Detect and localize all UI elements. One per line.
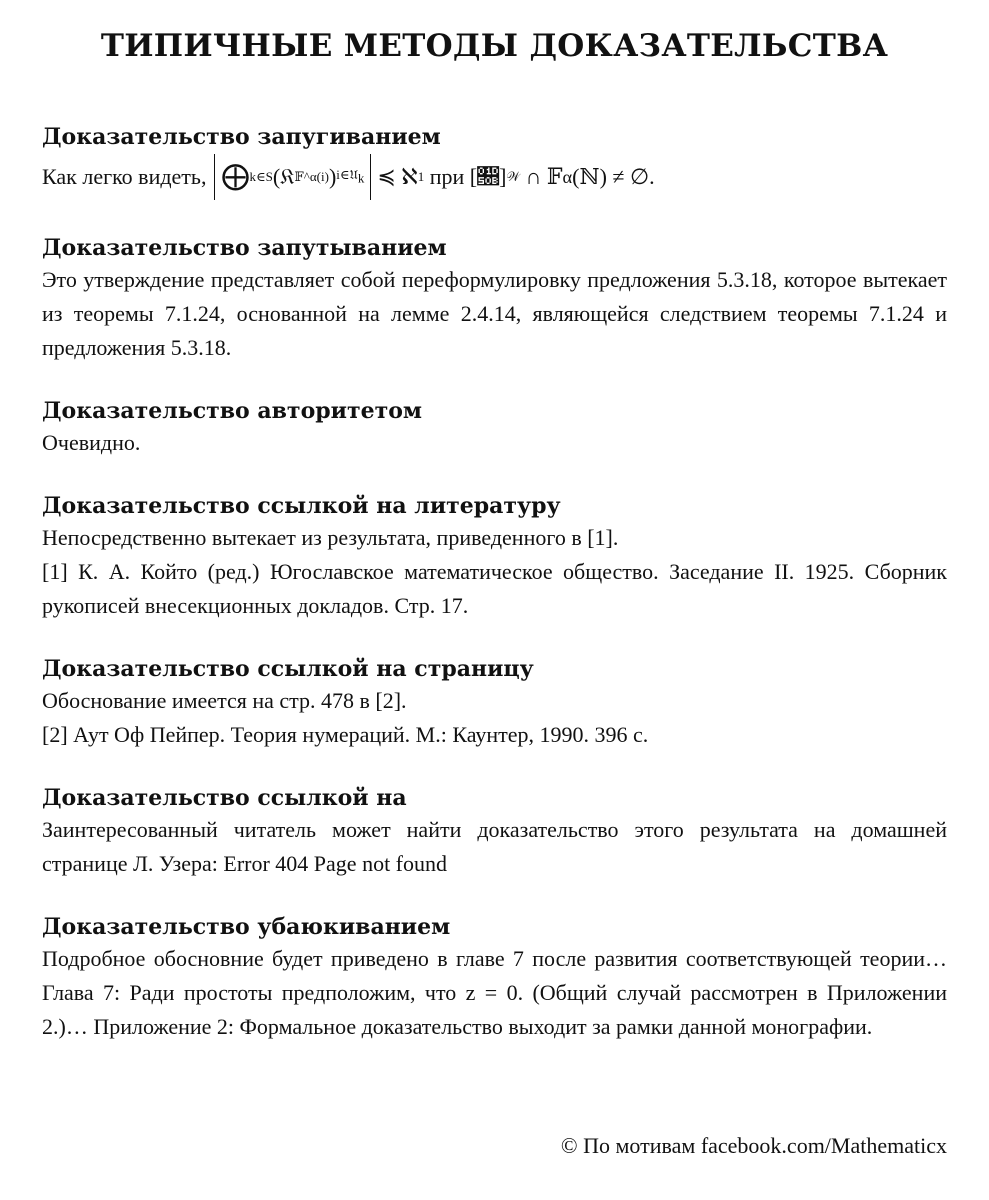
section-authority xyxy=(42,396,947,460)
formula-inner-index: i∈𝔘 xyxy=(336,167,358,183)
formula-condition-index: 𝒲 xyxy=(506,169,521,184)
section-heading: Доказательство ссылкой на страницу xyxy=(42,656,534,682)
formula-intro-text: Как легко видеть, xyxy=(42,164,207,189)
formula-intersection: ∩ 𝔽 xyxy=(525,164,563,189)
section-heading: Доказательство запутыванием xyxy=(42,235,447,261)
section-heading: Доказательство авторитетом xyxy=(42,398,422,424)
formula-end: (ℕ) ≠ ∅. xyxy=(572,164,655,189)
formula-exponent: 𝔽^α(i) xyxy=(294,169,329,184)
section-paragraph: Непосредственно вытекает из результата, приведенного в [1]. xyxy=(42,525,619,550)
section-page-reference xyxy=(42,654,947,752)
formula-norm xyxy=(214,154,371,200)
section-heading: Доказательство ссылкой на xyxy=(42,785,407,811)
formula-base: (𝔎 xyxy=(272,164,295,189)
section-confusion xyxy=(42,233,947,365)
formula-condition: при [𝔋] xyxy=(429,164,507,189)
sum-index: k∈S xyxy=(249,169,273,184)
section-intimidation xyxy=(42,122,947,202)
section-heading: Доказательство ссылкой на литературу xyxy=(42,493,561,519)
section-heading: Доказательство убаюкиванием xyxy=(42,914,451,940)
formula-paren-close: ) xyxy=(328,164,337,189)
methods-list xyxy=(42,122,947,1075)
formula-inner-index-k: k xyxy=(357,170,365,186)
direct-sum-symbol: ⨁ xyxy=(221,161,250,192)
section-literature xyxy=(42,491,947,623)
section-heading: Доказательство запугиванием xyxy=(42,124,441,150)
section-link xyxy=(42,783,947,881)
formula-intersection-exp: α xyxy=(562,167,573,187)
section-paragraph: Очевидно. xyxy=(42,430,141,455)
formula-relation-index: 1 xyxy=(417,169,425,184)
page-title: ТИПИЧНЫЕ МЕТОДЫ ДОКАЗАТЕЛЬСТВА xyxy=(100,28,889,64)
section-paragraph: Обоснование имеется на стр. 478 в [2]. xyxy=(42,688,407,713)
footer-credit: © По мотивам facebook.com/Mathematicx xyxy=(560,1133,947,1158)
reference-entry: [2] Аут Оф Пейпер. Теория нумераций. М.: Каунтер, 1990. 396 с. xyxy=(42,722,649,747)
formula-line xyxy=(42,152,947,202)
section-lullaby xyxy=(42,912,947,1044)
reference-entry: [1] К. А. Който (ред.) Югославское математическое общество. Заседание II. 1925. Сборник рукописей внесекционных докладов. Стр. 17. xyxy=(42,559,947,618)
section-paragraph: Подробное обосновние будет приведено в главе 7 после развития соответствующей теории… Глава 7: Ради простоты предположим, что z = 0. (Общий случай рассмотрен в Приложении 2.)… Приложение 2: Формальное доказательство выходит за рамки данной монографии. xyxy=(42,946,947,1039)
section-paragraph: Это утверждение представляет собой переформулировку предложения 5.3.18, которое вытекает из теоремы 7.1.24, основанной на лемме 2.4.14, являющейся следствием теоремы 7.1.24 и предложения 5.3.18. xyxy=(42,267,947,360)
section-paragraph: Заинтересованный читатель может найти доказательство этого результата на домашней странице Л. Узера: Error 404 Page not found xyxy=(42,817,947,876)
formula-relation: ≼ ℵ xyxy=(377,164,418,189)
